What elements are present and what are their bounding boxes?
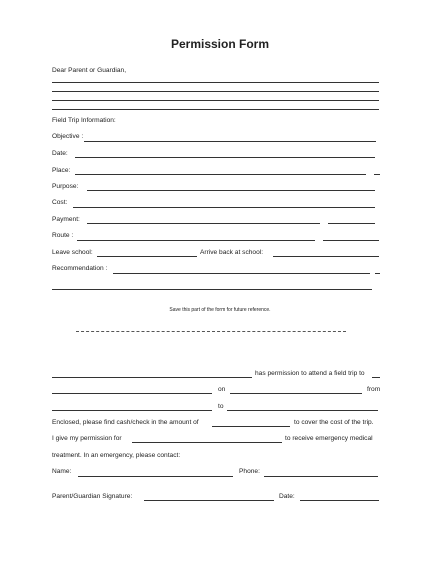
- arrive-back-field[interactable]: [273, 256, 379, 257]
- recommendation-line[interactable]: [52, 289, 372, 290]
- place-label: Place:: [52, 167, 71, 174]
- cost-label: Cost:: [52, 199, 68, 206]
- recommendation-field[interactable]: [113, 273, 370, 274]
- from-text: from: [367, 386, 381, 393]
- letter-line[interactable]: [52, 109, 379, 110]
- trip-date-field[interactable]: [230, 393, 362, 394]
- treatment-text: treatment. In an emergency, please contact:: [52, 452, 181, 459]
- signature-date-field[interactable]: [300, 500, 379, 501]
- has-permission-text: has permission to attend a field trip to: [255, 370, 365, 377]
- name-label: Name:: [52, 468, 72, 475]
- payment-field[interactable]: [87, 223, 320, 224]
- letter-line[interactable]: [52, 91, 379, 92]
- place-field[interactable]: [75, 174, 366, 175]
- recommendation-label: Recommendation :: [52, 265, 108, 272]
- purpose-label: Purpose:: [52, 183, 79, 190]
- signature-field[interactable]: [144, 500, 274, 501]
- permission-student-field[interactable]: [132, 442, 282, 443]
- contact-name-field[interactable]: [78, 476, 233, 477]
- route-label: Route :: [52, 232, 74, 239]
- to-time-field[interactable]: [227, 410, 378, 411]
- emergency-medical-text: to receive emergency medical: [285, 435, 373, 442]
- cut-line: [76, 331, 346, 332]
- page-title: Permission Form: [170, 37, 270, 51]
- route-field-extra[interactable]: [323, 240, 379, 241]
- to-cover-text: to cover the cost of the trip.: [294, 419, 374, 426]
- destination-field-start[interactable]: [372, 377, 380, 378]
- enclosed-text: Enclosed, please find cash/check in the amount of: [52, 419, 199, 426]
- to-text: to: [218, 403, 224, 410]
- student-name-field[interactable]: [52, 377, 252, 378]
- route-field[interactable]: [77, 240, 315, 241]
- arrive-back-label: Arrive back at school:: [200, 249, 264, 256]
- signature-label: Parent/Guardian Signature:: [52, 493, 133, 500]
- recommendation-field-extra[interactable]: [375, 273, 380, 274]
- date-field[interactable]: [75, 157, 375, 158]
- leave-school-field[interactable]: [97, 256, 197, 257]
- payment-field-extra[interactable]: [328, 223, 375, 224]
- date-label: Date:: [52, 150, 68, 157]
- from-time-field[interactable]: [52, 410, 212, 411]
- contact-phone-field[interactable]: [264, 476, 378, 477]
- cost-field[interactable]: [73, 207, 375, 208]
- objective-label: Objective :: [52, 133, 84, 140]
- save-note: Save this part of the form for future reference.: [169, 307, 271, 313]
- place-field-extra[interactable]: [374, 174, 380, 175]
- signature-date-label: Date:: [279, 493, 295, 500]
- payment-label: Payment:: [52, 216, 80, 223]
- field-trip-heading: Field Trip Information:: [52, 117, 116, 124]
- purpose-field[interactable]: [87, 190, 375, 191]
- letter-line[interactable]: [52, 100, 379, 101]
- leave-school-label: Leave school:: [52, 249, 93, 256]
- destination-field[interactable]: [52, 393, 212, 394]
- letter-line[interactable]: [52, 82, 379, 83]
- objective-field[interactable]: [84, 141, 376, 142]
- on-text: on: [218, 386, 226, 393]
- greeting: Dear Parent or Guardian,: [52, 67, 127, 74]
- give-permission-text: I give my permission for: [52, 435, 122, 442]
- amount-field[interactable]: [212, 426, 290, 427]
- phone-label: Phone:: [239, 468, 260, 475]
